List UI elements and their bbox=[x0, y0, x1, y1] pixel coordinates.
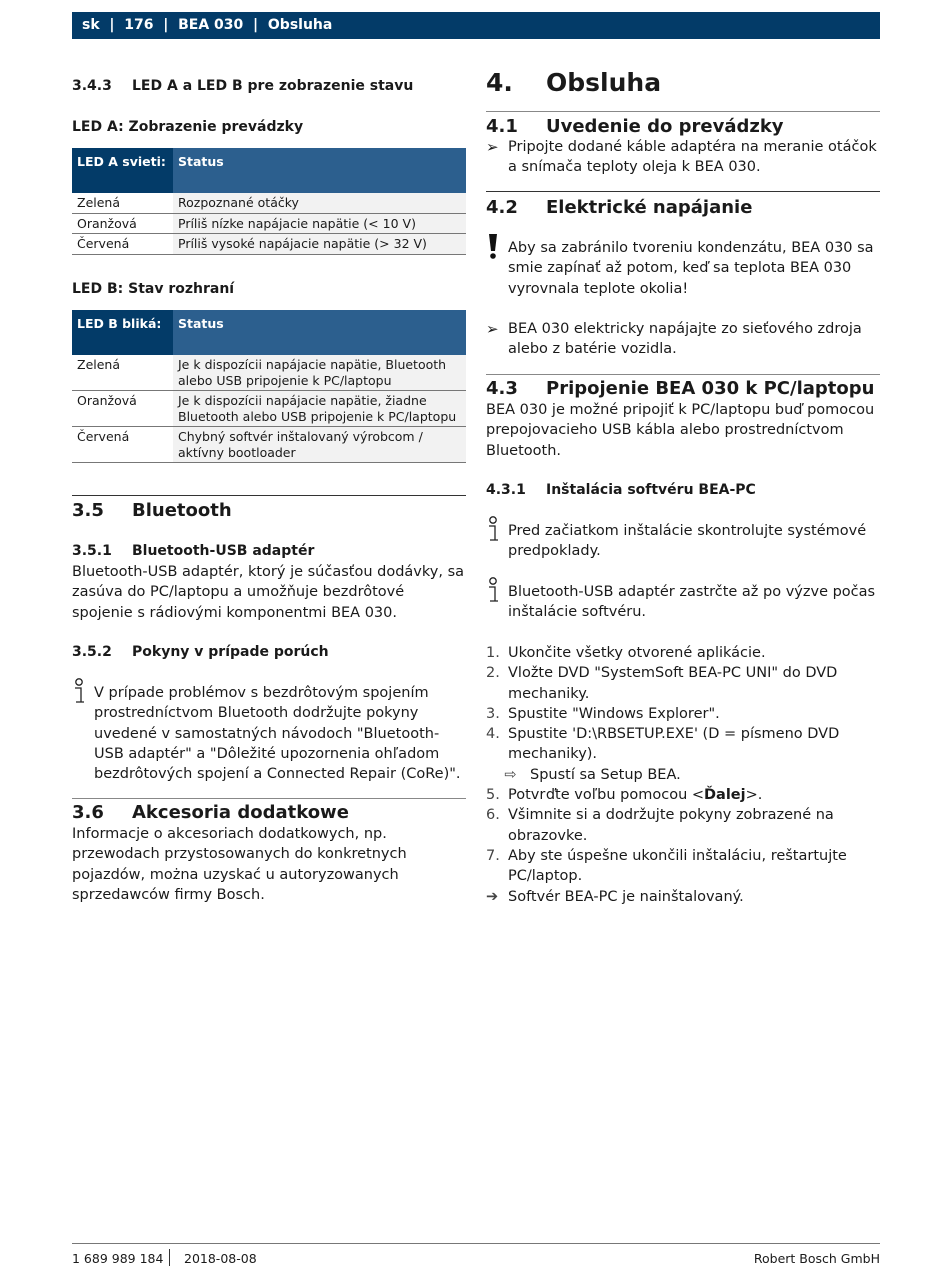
footer-rule bbox=[72, 1243, 880, 1244]
note-4-3-1-a: Pred začiatkom inštalácie skontrolujte systémové predpoklady. bbox=[508, 523, 867, 560]
paragraph-3-5-1: Bluetooth-USB adaptér, ktorý je súčasťou dodávky, sa zasúva do PC/laptopu a umožňuje bezdrôtové spojenie s rádiovými komponentmi BEA 030. bbox=[72, 564, 465, 621]
header-lang: sk bbox=[82, 17, 100, 33]
table-cell: Rozpoznané otáčky bbox=[173, 193, 466, 213]
table-row bbox=[72, 213, 466, 234]
install-steps bbox=[486, 643, 880, 907]
arrow-bullet-icon: ➢ bbox=[486, 320, 499, 338]
list-item: 5. Potvrďte voľbu pomocou <Ďalej>. bbox=[486, 787, 763, 804]
table-row bbox=[72, 391, 466, 427]
heading-3-5: 3.5 Bluetooth bbox=[72, 500, 232, 521]
list-item: 1. Ukončite všetky otvorené aplikácie. bbox=[486, 645, 766, 661]
section-rule bbox=[72, 495, 466, 496]
table-cell: Príliš vysoké napájacie napätie (> 32 V) bbox=[173, 234, 466, 255]
heading-3-5-2: 3.5.2 Pokyny v prípade porúch bbox=[72, 644, 329, 660]
header-product: BEA 030 bbox=[178, 17, 244, 33]
table-cell: Je k dispozícii napájacie napätie, Bluetooth alebo USB pripojenie k PC/laptopu bbox=[173, 355, 466, 391]
section-rule bbox=[486, 374, 880, 375]
bullet-4-1: ➢ Pripojte dodané káble adaptéra na meranie otáčok a snímača teploty oleja k BEA 030. bbox=[486, 138, 877, 176]
led-b-table bbox=[72, 310, 466, 463]
table-row bbox=[72, 355, 466, 391]
table-row bbox=[72, 234, 466, 255]
table-row bbox=[72, 193, 466, 213]
heading-3-4-3: 3.4.3 LED A a LED B pre zobrazenie stavu bbox=[72, 78, 414, 94]
list-item: 4. Spustite 'D:\RBSETUP.EXE' (D = písmeno DVD mechaniky). bbox=[486, 726, 840, 763]
result-bold-arrow-icon: ➔ bbox=[486, 888, 499, 905]
list-item: 7. Aby ste úspešne ukončili inštaláciu, reštartujte PC/laptop. bbox=[486, 847, 847, 885]
footer-divider bbox=[169, 1249, 170, 1266]
note-4-3-1-b: Bluetooth-USB adaptér zastrčte až po výzve počas inštalácie softvéru. bbox=[508, 584, 876, 621]
section-rule bbox=[72, 798, 466, 799]
section-rule bbox=[486, 111, 880, 112]
section-rule bbox=[486, 191, 880, 192]
header-page: 176 bbox=[124, 17, 154, 33]
next-button-label: Ďalej bbox=[704, 787, 746, 804]
table-cell: Príliš nízke napájacie napätie (< 10 V) bbox=[173, 213, 466, 234]
list-item: 3. Spustite "Windows Explorer". bbox=[486, 705, 720, 722]
table-cell: Je k dispozícii napájacie napätie, žiadne Bluetooth alebo USB pripojenie k PC/laptopu bbox=[173, 391, 466, 427]
heading-4-1: 4.1 Uvedenie do prevádzky bbox=[486, 116, 784, 137]
footer-company: Robert Bosch GmbH bbox=[753, 1251, 880, 1266]
table-cell: Chybný softvér inštalovaný výrobcom / aktívny bootloader bbox=[173, 427, 466, 463]
heading-3-5-1: 3.5.1 Bluetooth-USB adaptér bbox=[72, 543, 315, 559]
warning-4-2: Aby sa zabránilo tvoreniu kondenzátu, BEA 030 sa smie zapínať až potom, keď sa teplota BEA 030 vyrovnala teplote okolia! bbox=[508, 240, 874, 297]
arrow-bullet-icon: ➢ bbox=[486, 138, 499, 156]
list-item: 2. Vložte DVD "SystemSoft BEA-PC UNI" do DVD mechaniky. bbox=[486, 665, 838, 702]
heading-4-3: 4.3 Pripojenie BEA 030 k PC/laptopu bbox=[486, 378, 875, 399]
table-cell: Oranžová bbox=[72, 391, 173, 427]
page-header: sk | 176 | BEA 030 | Obsluha bbox=[72, 12, 880, 39]
table-header: Status bbox=[173, 148, 466, 193]
heading-4-2: 4.2 Elektrické napájanie bbox=[486, 197, 753, 218]
footer-docnum: 1 689 989 184 bbox=[72, 1251, 164, 1266]
led-b-title: LED B: Stav rozhraní bbox=[72, 281, 235, 297]
heading-4: 4. Obsluha bbox=[486, 68, 662, 97]
list-item: 6. Všimnite si a dodržujte pokyny zobrazené na obrazovke. bbox=[486, 807, 834, 844]
note-3-5-2: V prípade problémov s bezdrôtovým spojením prostredníctvom Bluetooth dodržujte pokyny uvedené v samostatných návodoch "Bluetooth-USB adaptér" a "Dôležité upozornenia ohľadom bezdrôtových spojení a Connected Repair (CoRe)". bbox=[94, 685, 461, 783]
led-a-title: LED A: Zobrazenie prevádzky bbox=[72, 119, 304, 135]
table-row bbox=[72, 427, 466, 463]
info-icon bbox=[72, 678, 88, 706]
heading-3-6: 3.6 Akcesoria dodatkowe bbox=[72, 802, 349, 823]
led-a-table bbox=[72, 148, 466, 255]
warning-exclamation-icon bbox=[486, 233, 500, 259]
table-cell: Červená bbox=[72, 234, 173, 255]
bullet-4-2: ➢ BEA 030 elektricky napájajte zo sieťového zdroja alebo z batérie vozidla. bbox=[486, 320, 862, 358]
header-section: Obsluha bbox=[267, 17, 333, 33]
paragraph-3-6: Informacje o akcesoriach dodatkowych, np. przewodach przystosowanych do konkretnych pojazdów, można uzyskać u autoryzowanych sprzedawców firmy Bosch. bbox=[72, 826, 407, 903]
table-header: LED A svieti: bbox=[72, 148, 173, 193]
heading-4-3-1: 4.3.1 Inštalácia softvéru BEA-PC bbox=[486, 482, 756, 498]
table-cell: Zelená bbox=[72, 193, 173, 213]
info-icon bbox=[486, 577, 502, 605]
table-header: Status bbox=[173, 310, 466, 355]
list-item-final-result: ➔ Softvér BEA-PC je nainštalovaný. bbox=[486, 887, 880, 907]
footer-date: 2018-08-08 bbox=[184, 1251, 257, 1266]
result-arrow-icon: ⇨ bbox=[486, 766, 517, 783]
table-cell: Zelená bbox=[72, 355, 173, 391]
table-cell: Červená bbox=[72, 427, 173, 463]
list-item-result: ⇨ Spustí sa Setup BEA. bbox=[486, 765, 880, 785]
info-icon bbox=[486, 516, 502, 544]
table-header: LED B bliká: bbox=[72, 310, 173, 355]
table-cell: Oranžová bbox=[72, 213, 173, 234]
paragraph-4-3: BEA 030 je možné pripojiť k PC/laptopu buď pomocou prepojovacieho USB kábla alebo prostredníctvom Bluetooth. bbox=[486, 402, 875, 459]
